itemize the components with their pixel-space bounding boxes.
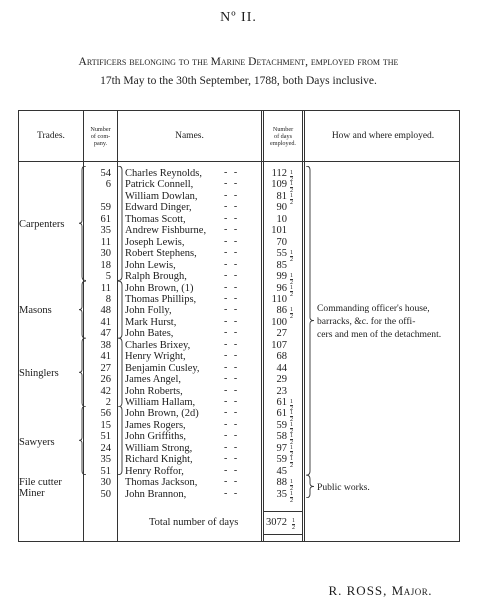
row-days-fraction: $\frac{1}{2}$ — [290, 250, 293, 264]
row-company-number: 27 — [100, 362, 111, 374]
row-name: John Roberts, — [125, 385, 183, 397]
row-leader-dashes: - - — [224, 178, 240, 190]
row-days: 61 — [276, 408, 287, 420]
row-leader-dashes: - - — [224, 270, 240, 282]
row-company-number: 42 — [100, 385, 111, 397]
row-name: Thomas Phillips, — [125, 293, 197, 305]
document-number: Nº II. — [220, 10, 257, 25]
row-days: 110 — [271, 293, 287, 305]
row-company-number: 61 — [100, 213, 111, 225]
row-company-number: 30 — [100, 477, 111, 489]
row-name: John Folly, — [125, 305, 172, 317]
row-name: John Bates, — [125, 328, 174, 340]
row-leader-dashes: - - — [224, 373, 240, 385]
row-name: William Dowlan, — [125, 190, 198, 202]
row-days-fraction: $\frac{1}{2}$ — [290, 284, 293, 298]
row-name: James Rogers, — [125, 419, 186, 431]
row-leader-dashes: - - — [224, 167, 240, 178]
row-company-number: 38 — [100, 339, 111, 351]
row-leader-dashes: - - — [224, 224, 240, 236]
row-days: 44 — [276, 362, 287, 374]
row-name: Robert Stephens, — [125, 248, 197, 260]
trade-brace — [79, 338, 87, 407]
row-leader-dashes: - - — [224, 396, 240, 407]
row-leader-dashes: - - — [224, 212, 240, 224]
trade-label: Miner — [19, 488, 45, 500]
row-days: 101 — [271, 225, 287, 237]
row-days-fraction: $\frac{1}{2}$ — [290, 273, 293, 287]
row-company-number: 15 — [100, 419, 111, 431]
row-leader-dashes: - - — [224, 487, 240, 499]
row-name: Charles Brixey, — [125, 339, 191, 351]
total-box — [263, 511, 302, 535]
header-number-of-days: Number of days employed. — [270, 126, 296, 147]
row-days: 107 — [271, 339, 287, 351]
row-days: 86 — [276, 305, 287, 317]
row-days: 81 — [276, 190, 287, 202]
row-company-number: 35 — [100, 454, 111, 466]
row-leader-dashes: - - — [224, 453, 240, 465]
row-company-number: 11 — [100, 282, 111, 294]
employment-brace — [305, 475, 315, 498]
row-days: 10 — [276, 213, 287, 225]
artificers-table — [18, 110, 460, 542]
row-name: John Brown, (1) — [125, 282, 194, 294]
row-days: 59 — [276, 454, 287, 466]
row-days: 97 — [276, 442, 287, 454]
row-leader-dashes: - - — [224, 464, 240, 476]
row-company-number: 56 — [100, 408, 111, 420]
signature: R. ROSS, Major. — [328, 583, 432, 598]
row-days: 23 — [276, 385, 287, 397]
total-label: Total number of days — [149, 517, 239, 528]
row-days-fraction: $\frac{1}{2}$ — [290, 421, 293, 435]
trade-label: File cutter — [19, 476, 62, 488]
row-days-fraction: $\frac{1}{2}$ — [290, 181, 293, 195]
row-days: 35 — [276, 488, 287, 500]
row-days: 58 — [276, 431, 287, 443]
row-name: John Lewis, — [125, 259, 176, 271]
row-leader-dashes: - - — [224, 201, 240, 213]
row-days-fraction: $\frac{1}{2}$ — [290, 307, 293, 321]
row-name: Patrick Connell, — [125, 179, 194, 191]
row-company-number: 47 — [100, 328, 111, 340]
row-name: James Angel, — [125, 374, 181, 386]
trade-label: Carpenters — [19, 219, 65, 231]
row-leader-dashes: - - — [224, 407, 240, 419]
row-name: Edward Dinger, — [125, 202, 192, 214]
row-company-number: 24 — [100, 442, 111, 454]
row-days-fraction: $\frac{1}{2}$ — [290, 170, 293, 183]
row-company-number: 50 — [100, 488, 111, 500]
row-name: William Hallam, — [125, 397, 196, 408]
trade-label: Sawyers — [19, 436, 55, 448]
header-how-where-employed: How and where employed. — [331, 131, 435, 141]
employment-description: Commanding officer's house, barracks, &c. for the offi- cers and men of the detachment. — [317, 303, 442, 341]
row-leader-dashes: - - — [224, 247, 240, 259]
row-company-number: 51 — [100, 465, 111, 477]
header-trades: Trades. — [37, 131, 65, 141]
row-leader-dashes: - - — [224, 384, 240, 396]
employment-brace — [305, 166, 315, 475]
title-line-1: Artificers belonging to the Marine Detachment, employed from the — [78, 56, 399, 68]
trade-brace — [79, 281, 87, 338]
row-company-number: 8 — [105, 293, 111, 305]
row-company-number: 59 — [100, 202, 111, 214]
row-name: Mark Hurst, — [125, 316, 177, 328]
trade-brace-left — [117, 166, 125, 281]
row-name: John Brown, (2d) — [125, 408, 199, 420]
row-name: Henry Roffor, — [125, 465, 184, 477]
row-days: 85 — [276, 259, 287, 271]
row-company-number: 18 — [100, 259, 111, 271]
row-company-number: 41 — [100, 351, 111, 363]
row-company-number: 5 — [105, 271, 111, 283]
row-days: 27 — [276, 328, 287, 340]
title-line-2: 17th May to the 30th September, 1788, both Days inclusive. — [100, 75, 377, 87]
row-company-number: 30 — [100, 248, 111, 260]
row-name: John Griffiths, — [125, 431, 187, 443]
trade-brace — [79, 406, 87, 475]
row-days-fraction: $\frac{1}{2}$ — [290, 433, 293, 447]
row-leader-dashes: - - — [224, 441, 240, 453]
row-name: Henry Wright, — [125, 351, 186, 363]
row-leader-dashes: - - — [224, 327, 240, 339]
row-days: 29 — [276, 374, 287, 386]
total-fraction: $\frac{1}{2}$ — [292, 518, 295, 531]
row-name: Ralph Brough, — [125, 271, 187, 283]
row-name: William Strong, — [125, 442, 193, 454]
row-leader-dashes: - - — [224, 418, 240, 430]
trade-brace — [79, 166, 87, 281]
row-company-number: 54 — [100, 168, 111, 179]
row-days: 70 — [276, 236, 287, 248]
row-days-fraction: $\frac{1}{2}$ — [290, 192, 293, 206]
total-value: 3072 — [266, 517, 287, 528]
row-leader-dashes: - - — [224, 292, 240, 304]
trade-brace-left — [117, 406, 125, 475]
row-days: 109 — [271, 179, 287, 191]
row-leader-dashes: - - — [224, 258, 240, 270]
trade-label: Masons — [19, 305, 52, 317]
row-days: 100 — [271, 316, 287, 328]
row-leader-dashes: - - — [224, 476, 240, 488]
row-company-number: 2 — [105, 397, 111, 408]
row-leader-dashes: - - — [224, 361, 240, 373]
row-leader-dashes: - - — [224, 235, 240, 247]
trade-brace-left — [117, 281, 125, 338]
row-leader-dashes: - - — [224, 189, 240, 201]
row-name: Richard Knight, — [125, 454, 193, 466]
row-company-number: 48 — [100, 305, 111, 317]
trade-brace-left — [117, 338, 125, 407]
header-names: Names. — [175, 131, 204, 141]
row-company-number: 35 — [100, 225, 111, 237]
row-name: Andrew Fishburne, — [125, 225, 207, 237]
row-days-fraction: $\frac{1}{2}$ — [290, 399, 293, 412]
employment-public-works: Public works. — [317, 482, 370, 494]
row-leader-dashes: - - — [224, 304, 240, 316]
row-name: Thomas Scott, — [125, 213, 186, 225]
row-days-fraction: $\frac{1}{2}$ — [290, 456, 293, 470]
row-company-number: 41 — [100, 316, 111, 328]
row-days: 88 — [276, 477, 287, 489]
row-days: 55 — [276, 248, 287, 260]
row-company-number: 6 — [105, 179, 111, 191]
row-days: 59 — [276, 419, 287, 431]
row-name: Charles Reynolds, — [125, 168, 202, 179]
row-days-fraction: $\frac{1}{2}$ — [290, 410, 293, 424]
row-days: 90 — [276, 202, 287, 214]
row-leader-dashes: - - — [224, 281, 240, 293]
row-days-fraction: $\frac{1}{2}$ — [290, 479, 293, 493]
row-company-number: 11 — [100, 236, 111, 248]
row-company-number: 26 — [100, 374, 111, 386]
row-days: 68 — [276, 351, 287, 363]
row-days: 96 — [276, 282, 287, 294]
trade-label: Shinglers — [19, 368, 59, 380]
row-days: 61 — [276, 397, 287, 408]
row-leader-dashes: - - — [224, 338, 240, 350]
row-company-number: 51 — [100, 431, 111, 443]
row-leader-dashes: - - — [224, 350, 240, 362]
row-days-fraction: $\frac{1}{2}$ — [290, 490, 293, 504]
row-name: Joseph Lewis, — [125, 236, 185, 248]
row-days: 112 — [271, 168, 287, 179]
row-leader-dashes: - - — [224, 315, 240, 327]
header-number-of-company: Number of com- pany. — [90, 126, 111, 147]
row-name: John Brannon, — [125, 488, 187, 500]
row-days-fraction: $\frac{1}{2}$ — [290, 444, 293, 458]
row-days: 45 — [276, 465, 287, 477]
row-days: 99 — [276, 271, 287, 283]
row-leader-dashes: - - — [224, 430, 240, 442]
row-name: Thomas Jackson, — [125, 477, 198, 489]
row-name: Benjamin Cusley, — [125, 362, 200, 374]
